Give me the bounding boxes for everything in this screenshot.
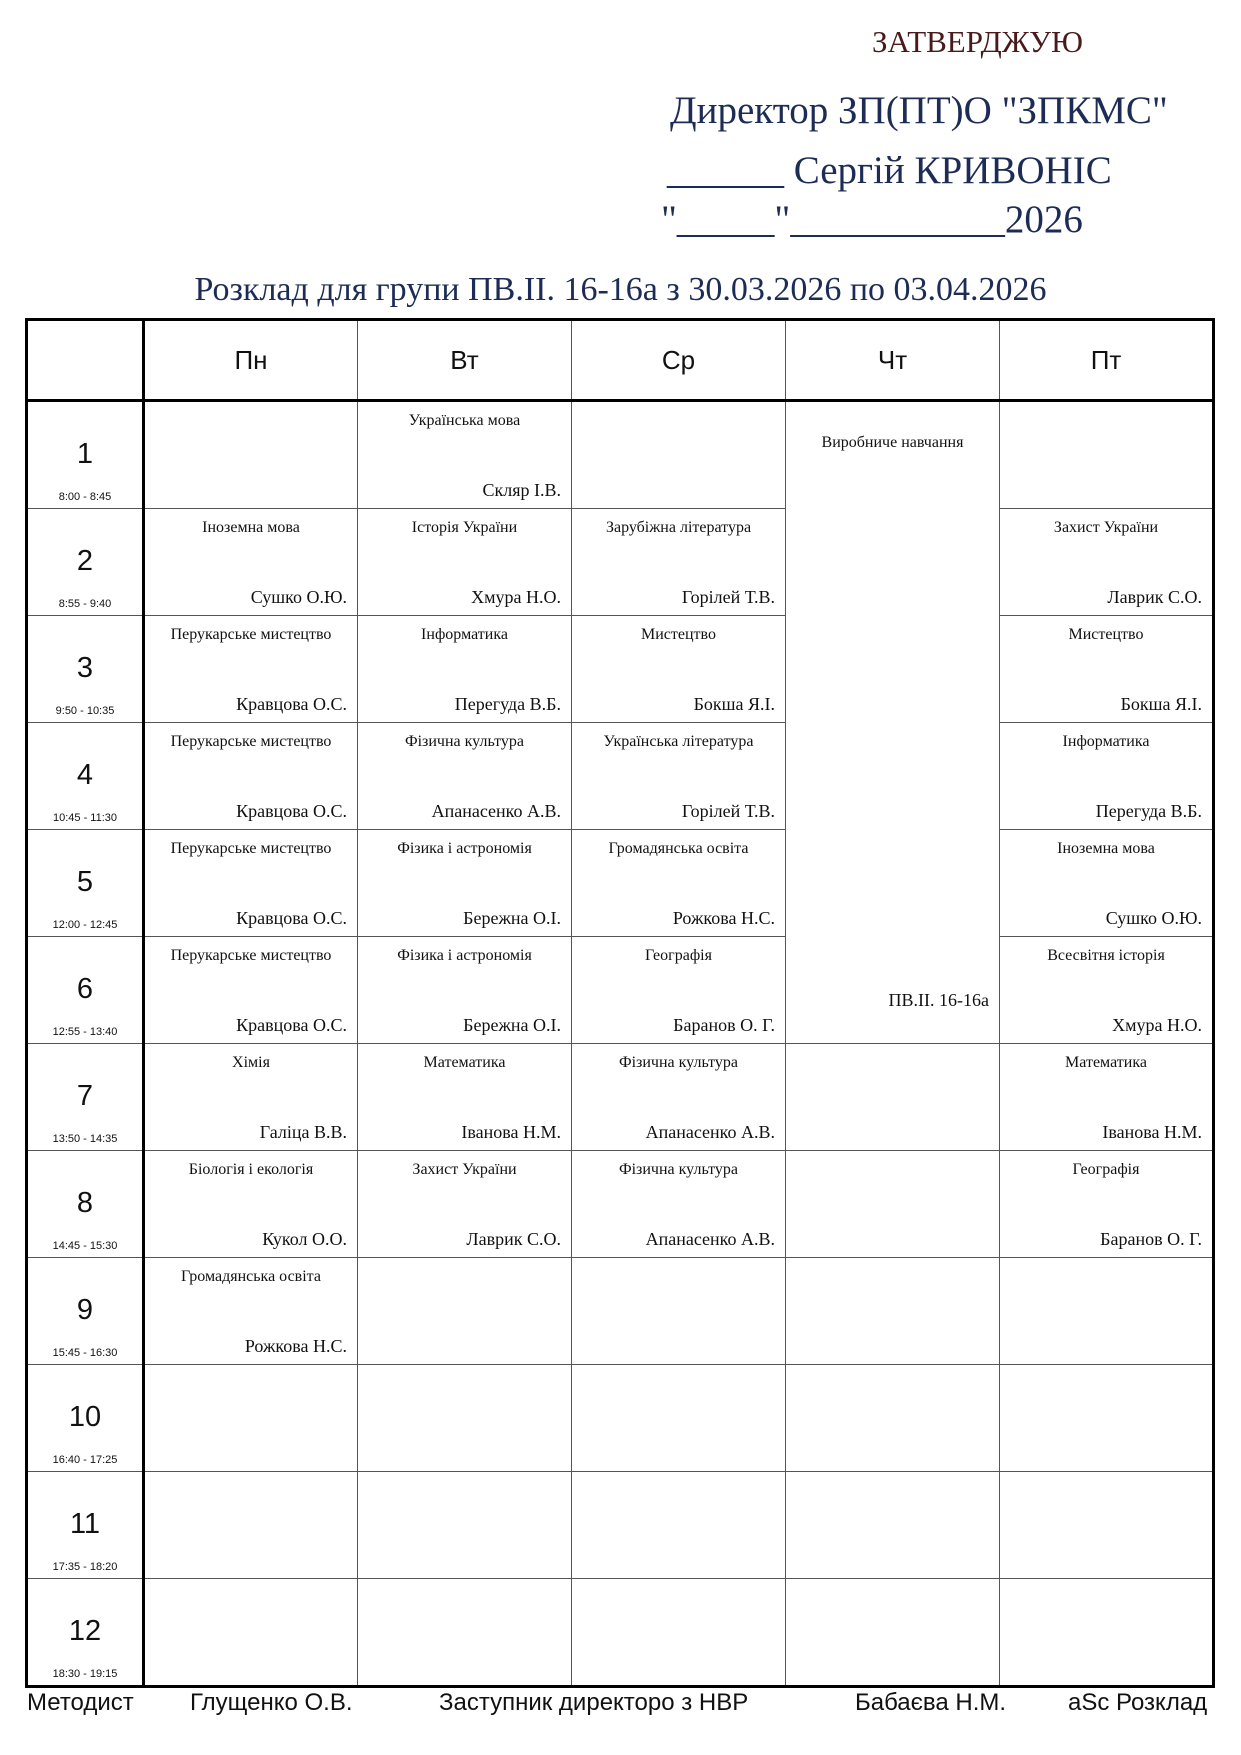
- lesson-subject: Мистецтво: [1068, 626, 1144, 643]
- period-time: 8:55 - 9:40: [58, 598, 112, 610]
- period-row: [27, 830, 1214, 937]
- lesson-cell: [786, 1579, 1000, 1687]
- lesson-cell: [572, 830, 786, 937]
- period-time: 16:40 - 17:25: [52, 1454, 118, 1466]
- lesson-subject: Перукарське мистецтво: [170, 626, 332, 643]
- lesson-teacher: Кукол О.О.: [262, 1229, 347, 1249]
- lesson-cell: [1000, 1258, 1214, 1365]
- period-time: 18:30 - 19:15: [52, 1668, 118, 1680]
- period-row: [27, 1472, 1214, 1579]
- period-number: 10: [68, 1401, 102, 1433]
- lesson-subject: Математика: [1065, 1054, 1147, 1071]
- lesson-subject: Захист України: [412, 1161, 517, 1178]
- lesson-subject: Фізика і астрономія: [397, 840, 532, 857]
- lesson-cell: [1000, 1365, 1214, 1472]
- schedule-title: Розклад для групи ПВ.ІІ. 16-16а з 30.03.2026 по 03.04.2026: [194, 271, 1047, 308]
- lesson-subject: Іноземна мова: [1057, 840, 1155, 857]
- lesson-subject: Перукарське мистецтво: [170, 840, 332, 857]
- lesson-subject: Історія України: [411, 519, 518, 536]
- period-cell: [27, 1472, 144, 1579]
- schedule-table: [25, 318, 1215, 1688]
- lesson-cell: [358, 509, 572, 616]
- lesson-cell: [358, 1579, 572, 1687]
- practice-subject: Виробниче навчання: [821, 434, 964, 451]
- lesson-cell: [1000, 1579, 1214, 1687]
- lesson-cell: [572, 1579, 786, 1687]
- lesson-teacher: Бокша Я.І.: [1120, 694, 1202, 714]
- deputy-name: Бабаєва Н.М.: [855, 1689, 1007, 1716]
- lesson-cell: [144, 1258, 358, 1365]
- lesson-subject: Всесвітня історія: [1047, 947, 1165, 964]
- lesson-cell: [358, 723, 572, 830]
- lesson-cell: [786, 1258, 1000, 1365]
- lesson-subject: Географія: [1072, 1161, 1140, 1178]
- lesson-cell: [572, 723, 786, 830]
- lesson-cell: [572, 1472, 786, 1579]
- period-cell: [27, 401, 144, 509]
- lesson-teacher: Бережна О.І.: [463, 908, 561, 928]
- lesson-cell: [358, 830, 572, 937]
- period-number: 7: [76, 1080, 94, 1112]
- lesson-cell: [144, 1044, 358, 1151]
- lesson-teacher: Скляр І.В.: [482, 480, 561, 500]
- lesson-teacher: Сушко О.Ю.: [250, 587, 347, 607]
- period-row: [27, 616, 1214, 723]
- lesson-cell: [1000, 1151, 1214, 1258]
- lesson-subject: Географія: [645, 947, 712, 964]
- lesson-teacher: Апанасенко А.В.: [645, 1122, 775, 1142]
- lesson-teacher: Перегуда В.Б.: [1095, 801, 1202, 821]
- lesson-subject: Перукарське мистецтво: [170, 947, 332, 964]
- period-cell: [27, 723, 144, 830]
- lesson-cell: [358, 401, 572, 509]
- lesson-subject: Іноземна мова: [202, 519, 300, 536]
- lesson-teacher: Хмура Н.О.: [1112, 1015, 1202, 1035]
- lesson-subject: Громадянська освіта: [608, 840, 749, 857]
- lesson-teacher: Галіца В.В.: [259, 1122, 347, 1142]
- period-row: [27, 937, 1214, 1044]
- lesson-cell: [572, 1044, 786, 1151]
- period-number: 3: [76, 652, 94, 684]
- period-cell: [27, 937, 144, 1044]
- lesson-cell: [572, 1151, 786, 1258]
- lesson-subject: Інформатика: [1062, 733, 1150, 750]
- lesson-cell: [358, 1365, 572, 1472]
- lesson-cell: [144, 1365, 358, 1472]
- lesson-cell: [1000, 401, 1214, 509]
- period-row: [27, 1258, 1214, 1365]
- deputy-label: Заступник директоро з НВР: [439, 1689, 749, 1716]
- day-header-mon: Пн: [144, 320, 358, 401]
- lesson-cell: [144, 1151, 358, 1258]
- lesson-cell: [1000, 1044, 1214, 1151]
- lesson-cell: [358, 937, 572, 1044]
- lesson-cell: [358, 1044, 572, 1151]
- lesson-teacher: Іванова Н.М.: [461, 1122, 561, 1142]
- lesson-subject: Перукарське мистецтво: [170, 733, 332, 750]
- lesson-cell: [358, 1258, 572, 1365]
- lesson-teacher: Кравцова О.С.: [236, 694, 347, 714]
- lesson-subject: Мистецтво: [641, 626, 716, 643]
- lesson-cell: [572, 616, 786, 723]
- lesson-teacher: Горілей Т.В.: [681, 801, 775, 821]
- lesson-teacher: Кравцова О.С.: [236, 908, 347, 928]
- lesson-teacher: Лаврик С.О.: [1107, 587, 1202, 607]
- software-credit: aSc Розклад: [1068, 1689, 1208, 1716]
- day-header-fri: Пт: [1000, 320, 1214, 401]
- thursday-practice-block: [786, 401, 1000, 1044]
- lesson-subject: Фізична культура: [618, 1161, 739, 1178]
- lesson-subject: Інформатика: [421, 626, 508, 643]
- lesson-subject: Зарубіжна література: [605, 519, 752, 536]
- period-cell: [27, 1151, 144, 1258]
- lesson-teacher: Хмура Н.О.: [471, 587, 561, 607]
- period-number: 5: [76, 866, 94, 898]
- lesson-cell: [358, 616, 572, 723]
- lesson-cell: [144, 1579, 358, 1687]
- lesson-teacher: Бережна О.І.: [463, 1015, 561, 1035]
- period-time: 10:45 - 11:30: [52, 812, 117, 824]
- lesson-subject: Громадянська освіта: [181, 1268, 321, 1285]
- lesson-teacher: Бокша Я.І.: [693, 694, 775, 714]
- lesson-cell: [144, 1472, 358, 1579]
- lesson-subject: Хімія: [232, 1054, 270, 1071]
- lesson-teacher: Апанасенко А.В.: [431, 801, 561, 821]
- day-header-row: [27, 320, 1214, 401]
- lesson-teacher: Рожкова Н.С.: [672, 908, 775, 928]
- lesson-teacher: Іванова Н.М.: [1102, 1122, 1202, 1142]
- lesson-teacher: Лаврик С.О.: [466, 1229, 561, 1249]
- period-row: [27, 509, 1214, 616]
- period-cell: [27, 1258, 144, 1365]
- period-row: [27, 401, 1214, 509]
- period-time: 15:45 - 16:30: [52, 1347, 118, 1359]
- lesson-cell: [1000, 1472, 1214, 1579]
- lesson-subject: Фізика і астрономія: [397, 947, 532, 964]
- lesson-cell: [1000, 723, 1214, 830]
- lesson-cell: [572, 401, 786, 509]
- lesson-cell: [358, 1151, 572, 1258]
- period-row: [27, 1044, 1214, 1151]
- lesson-cell: [144, 723, 358, 830]
- period-time: 8:00 - 8:45: [58, 491, 112, 503]
- period-time: 12:00 - 12:45: [52, 919, 118, 931]
- lesson-subject: Фізична культура: [404, 733, 525, 750]
- lesson-cell: [144, 509, 358, 616]
- lesson-cell: [1000, 616, 1214, 723]
- lesson-subject: Українська література: [603, 733, 754, 750]
- day-header-tue: Вт: [358, 320, 572, 401]
- period-number: 11: [69, 1508, 101, 1540]
- period-number: 6: [76, 973, 94, 1005]
- approval-stamp-label: ЗАТВЕРДЖУЮ: [872, 24, 1083, 59]
- lesson-subject: Захист України: [1053, 519, 1159, 536]
- lesson-teacher: Горілей Т.В.: [681, 587, 775, 607]
- period-time: 9:50 - 10:35: [55, 705, 115, 717]
- period-cell: [27, 830, 144, 937]
- period-row: [27, 723, 1214, 830]
- lesson-subject: Математика: [423, 1054, 506, 1071]
- period-cell: [27, 509, 144, 616]
- period-number: 9: [76, 1294, 94, 1326]
- lesson-cell: [572, 1365, 786, 1472]
- period-cell: [27, 1579, 144, 1687]
- lesson-cell: [1000, 937, 1214, 1044]
- corner-cell: [27, 320, 144, 401]
- period-time: 12:55 - 13:40: [52, 1026, 118, 1038]
- lesson-cell: [1000, 509, 1214, 616]
- approval-date-line: "_____"___________2026: [661, 198, 1083, 241]
- lesson-teacher: Рожкова Н.С.: [244, 1336, 347, 1356]
- lesson-subject: Українська мова: [408, 412, 521, 429]
- lesson-cell: [786, 1365, 1000, 1472]
- lesson-cell: [572, 509, 786, 616]
- lesson-teacher: Баранов О. Г.: [673, 1015, 775, 1035]
- period-row: [27, 1151, 1214, 1258]
- lesson-teacher: Апанасенко А.В.: [645, 1229, 775, 1249]
- lesson-cell: [358, 1472, 572, 1579]
- lesson-teacher: Баранов О. Г.: [1100, 1229, 1202, 1249]
- lesson-teacher: Перегуда В.Б.: [454, 694, 561, 714]
- lesson-cell: [144, 616, 358, 723]
- lesson-cell: [1000, 830, 1214, 937]
- period-cell: [27, 616, 144, 723]
- day-header-thu: Чт: [786, 320, 1000, 401]
- lesson-cell: [144, 937, 358, 1044]
- lesson-cell: [572, 1258, 786, 1365]
- period-number: 12: [68, 1615, 102, 1647]
- period-row: [27, 1579, 1214, 1687]
- lesson-cell: [144, 830, 358, 937]
- lesson-teacher: Кравцова О.С.: [236, 1015, 347, 1035]
- director-signature-line: ______ Сергій КРИВОНІС: [667, 149, 1112, 192]
- practice-group: ПВ.ІІ. 16-16а: [888, 990, 989, 1010]
- period-time: 13:50 - 14:35: [52, 1133, 118, 1145]
- methodist-label: Методист: [27, 1689, 134, 1716]
- methodist-name: Глущенко О.В.: [190, 1689, 353, 1716]
- lesson-cell: [786, 1044, 1000, 1151]
- period-cell: [27, 1365, 144, 1472]
- period-number: 2: [76, 545, 94, 577]
- lesson-subject: Фізична культура: [618, 1054, 739, 1071]
- period-number: 4: [76, 759, 94, 791]
- period-number: 1: [76, 438, 94, 470]
- period-number: 8: [76, 1187, 94, 1219]
- lesson-teacher: Кравцова О.С.: [236, 801, 347, 821]
- lesson-cell: [572, 937, 786, 1044]
- lesson-cell: [786, 1151, 1000, 1258]
- period-time: 14:45 - 15:30: [52, 1240, 118, 1252]
- period-cell: [27, 1044, 144, 1151]
- period-time: 17:35 - 18:20: [52, 1561, 118, 1573]
- lesson-teacher: Сушко О.Ю.: [1105, 908, 1202, 928]
- lesson-subject: Біологія і екологія: [188, 1161, 314, 1178]
- director-title: Директор ЗП(ПТ)О "ЗПКМС": [670, 89, 1168, 132]
- lesson-cell: [786, 1472, 1000, 1579]
- day-header-wed: Ср: [572, 320, 786, 401]
- period-row: [27, 1365, 1214, 1472]
- lesson-cell: [144, 401, 358, 509]
